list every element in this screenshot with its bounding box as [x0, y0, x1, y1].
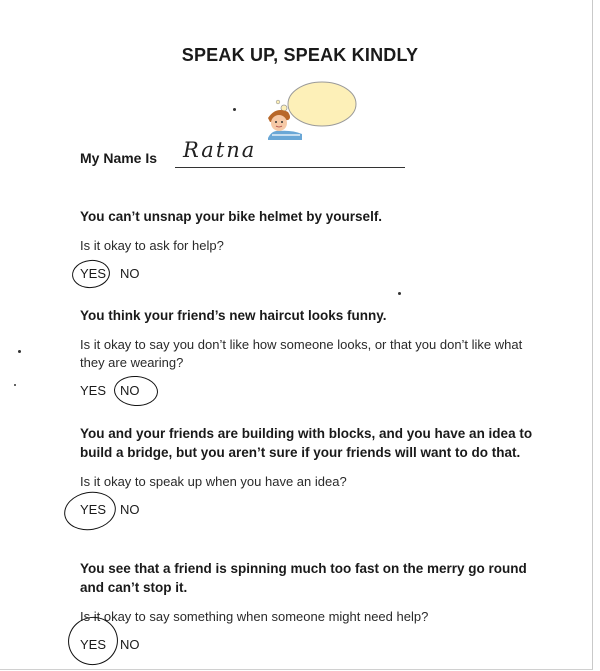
- question-block-1: [80, 207, 550, 286]
- name-label: My Name Is: [80, 150, 158, 166]
- answer-circle-mark: [113, 375, 159, 408]
- answer-yes[interactable]: YES: [80, 637, 107, 652]
- question-prompt: You think your friend’s new haircut looks funny.: [80, 308, 387, 323]
- worksheet-title: SPEAK UP, SPEAK KINDLY: [181, 45, 419, 65]
- thought-bubble-tiny: [276, 100, 280, 104]
- answer-options: [80, 381, 550, 403]
- answer-no[interactable]: NO: [120, 637, 140, 652]
- question-prompt: You see that a friend is spinning much too fast on the merry go round and can’t stop it.: [80, 561, 527, 595]
- answer-no[interactable]: NO: [120, 266, 140, 281]
- name-row: [80, 138, 410, 172]
- question-text: Is it okay to speak up when you have an idea?: [80, 474, 347, 489]
- answer-no[interactable]: NO: [120, 383, 140, 398]
- answer-options: [80, 264, 550, 286]
- question-text: Is it okay to ask for help?: [80, 238, 224, 253]
- question-block-3: [80, 424, 550, 522]
- question-text: Is it okay to say you don’t like how someone looks, or that you don’t like what they are wearing?: [80, 337, 523, 370]
- question-block-4: [80, 559, 550, 657]
- question-block-2: [80, 306, 550, 403]
- child-face: [271, 115, 287, 131]
- name-handwriting: Ratna: [183, 138, 257, 162]
- question-prompt: You and your friends are building with blocks, and you have an idea to build a bridge, but you aren’t sure if your friends will want to do that.: [80, 426, 533, 460]
- question-prompt: You can’t unsnap your bike helmet by yourself.: [80, 209, 383, 224]
- name-underline: [175, 167, 405, 168]
- answer-no[interactable]: NO: [120, 502, 140, 517]
- answer-options: [80, 500, 550, 522]
- thought-bubble: [288, 82, 356, 126]
- speck-mark: [233, 108, 236, 111]
- question-text: Is it okay to say something when someone might need help?: [80, 609, 429, 624]
- answer-yes[interactable]: YES: [80, 383, 107, 398]
- speck-mark: [14, 384, 16, 386]
- speck-mark: [398, 292, 401, 295]
- answer-yes[interactable]: YES: [80, 266, 107, 281]
- speck-mark: [18, 350, 21, 353]
- answer-options: [80, 635, 550, 657]
- child-thought-bubble-illustration: [262, 80, 362, 142]
- answer-yes[interactable]: YES: [80, 502, 107, 517]
